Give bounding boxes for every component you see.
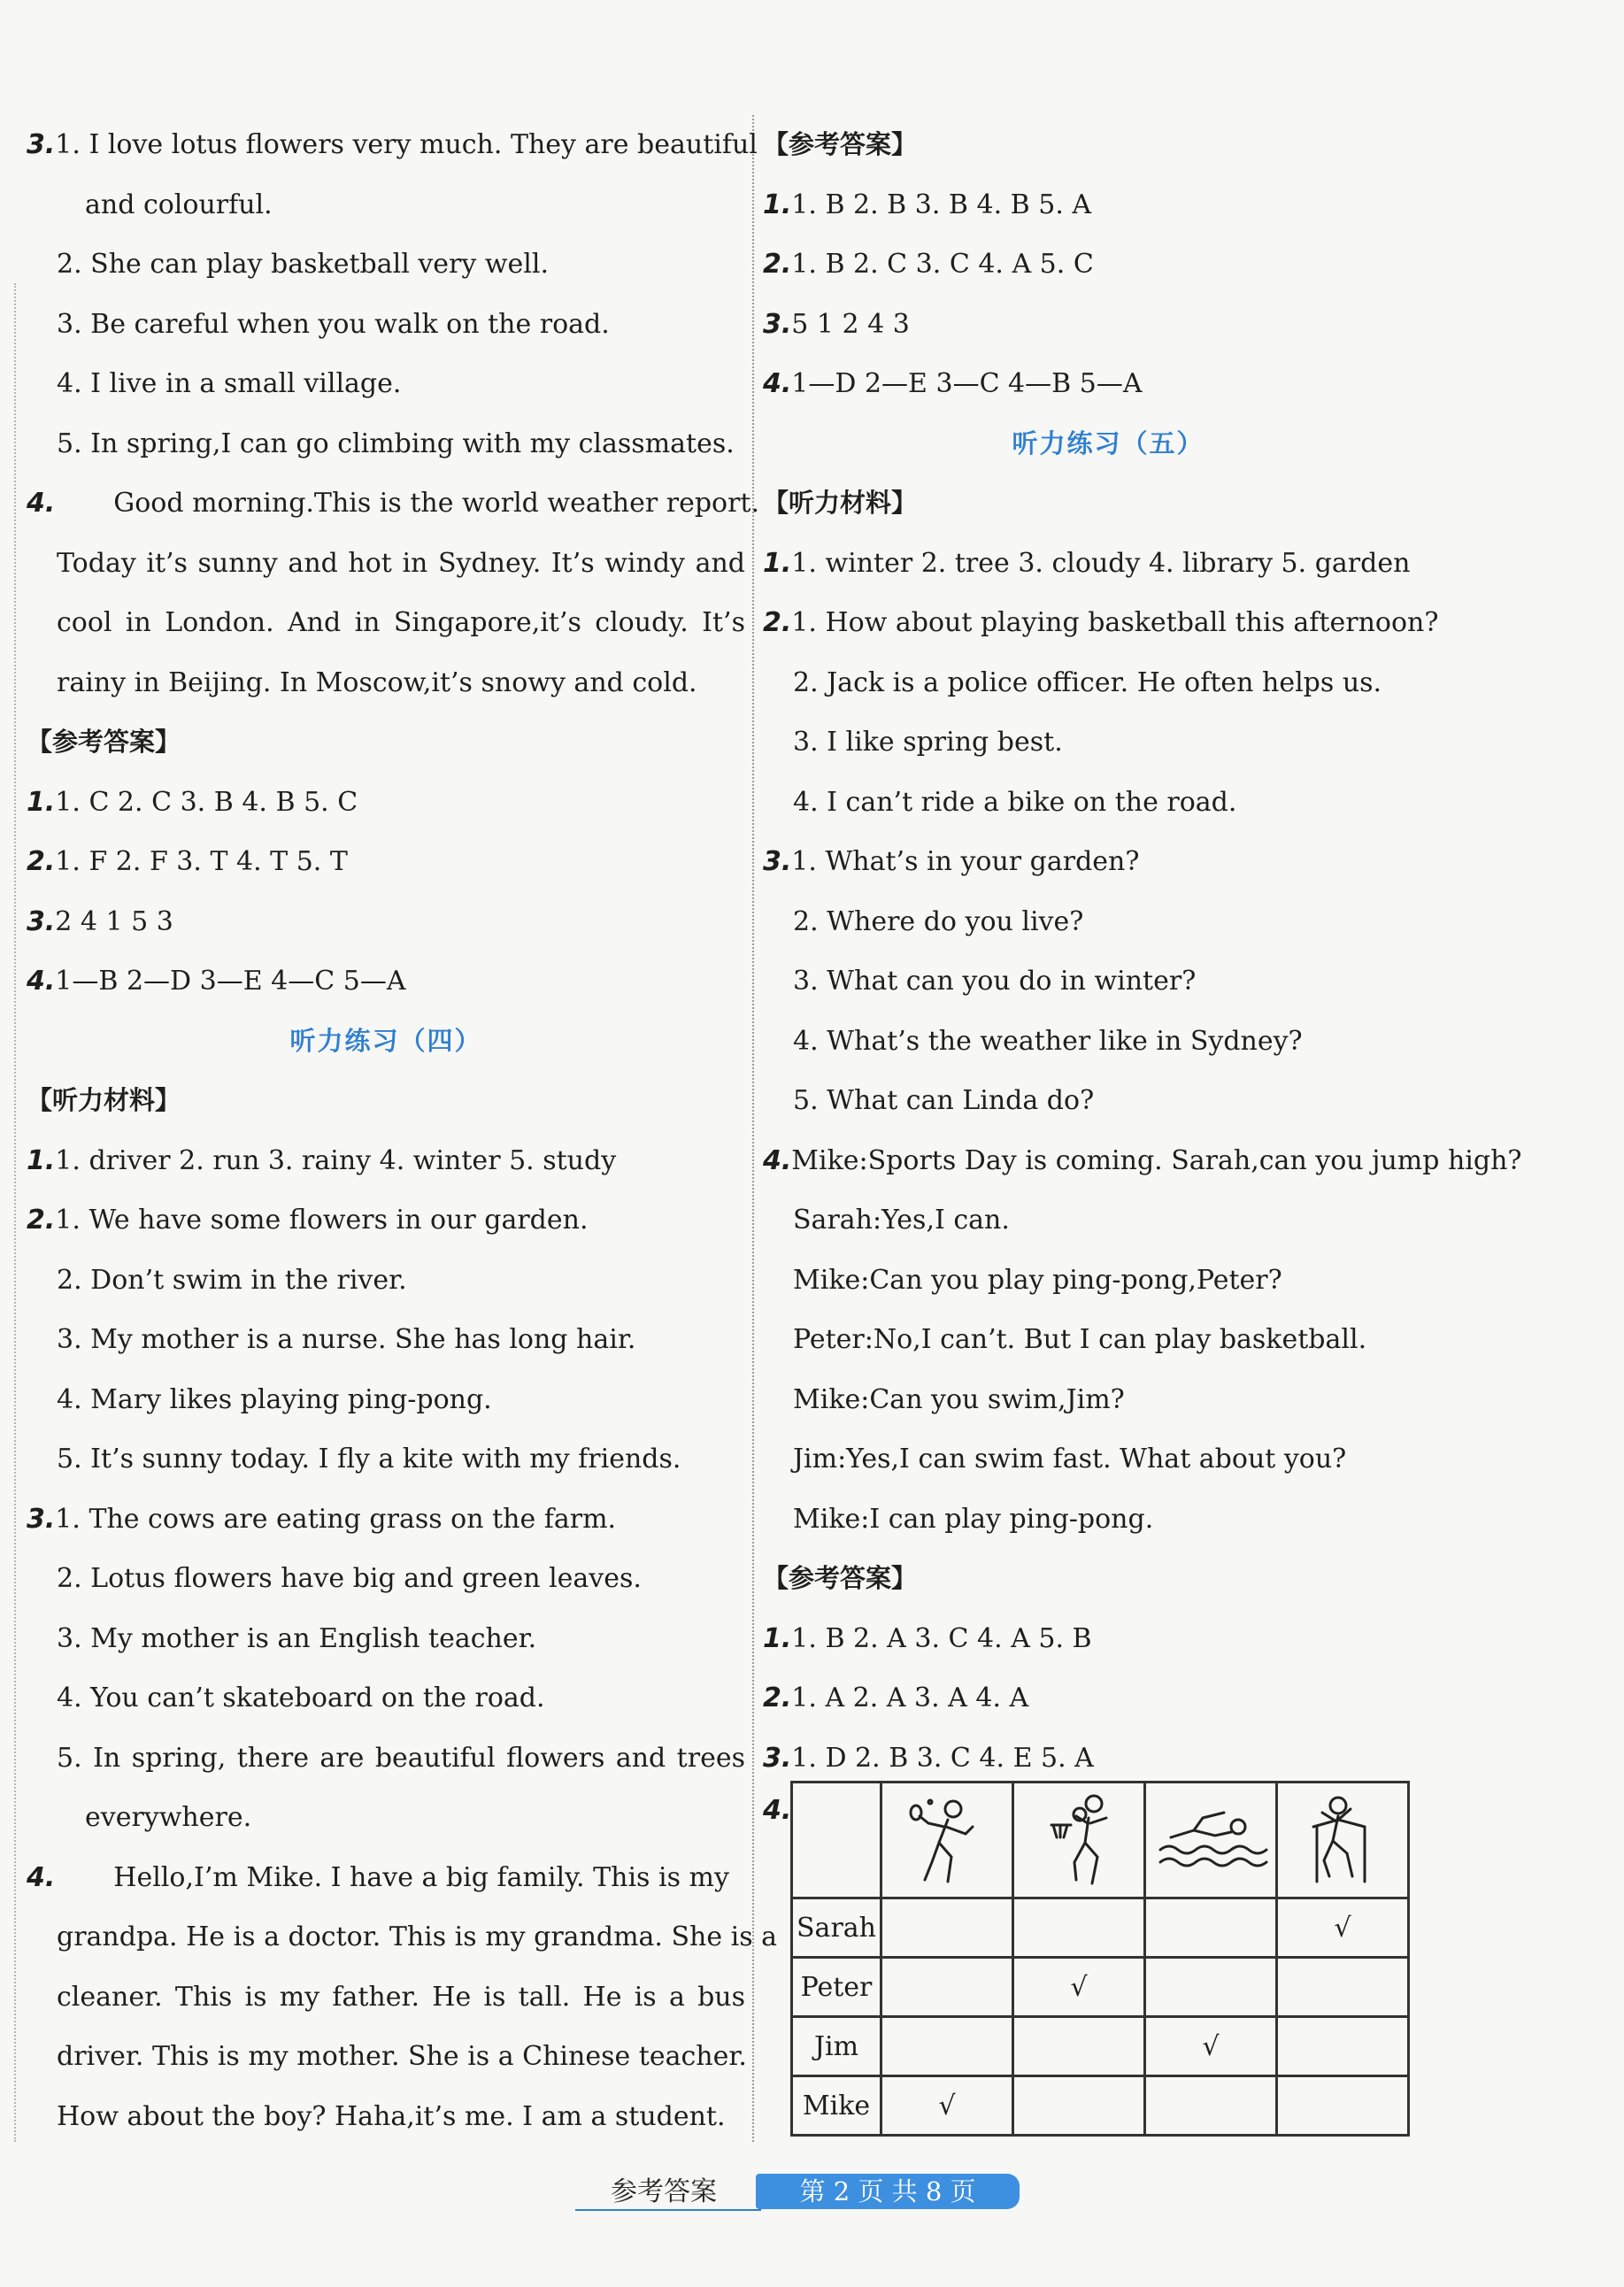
table-row xyxy=(792,1898,1409,1958)
text-line: 4. Good morning.This is the world weather report. xyxy=(27,488,760,519)
page-edge-dots xyxy=(14,283,16,2142)
footer-label: 参考答案 xyxy=(611,2176,717,2207)
text-line: cleaner. This is my father. He is tall. He is a bus xyxy=(57,1981,745,2013)
text-line: 5. In spring, there are beautiful flowers and trees xyxy=(57,1742,745,1774)
text-line: cool in London. And in Singapore,it’s cloudy. It’s xyxy=(57,607,745,638)
text-line: 2. Where do you live? xyxy=(793,905,1084,937)
answer-line: 1.1. C 2. C 3. B 4. B 5. C xyxy=(27,786,358,818)
row-name: Sarah xyxy=(792,1898,881,1958)
text-line: 2.1. How about playing basketball this afternoon? xyxy=(763,607,1439,638)
answer-line: 3.1. D 2. B 3. C 4. E 5. A xyxy=(763,1742,1094,1774)
check-cell: √ xyxy=(1277,1898,1409,1958)
row-name: Mike xyxy=(792,2076,881,2136)
table-cell xyxy=(1013,2017,1145,2076)
text-line: 2. Lotus flowers have big and green leaves. xyxy=(57,1563,642,1594)
table-cell xyxy=(1277,2076,1409,2136)
text-line: grandpa. He is a doctor. This is my grandma. She is a xyxy=(57,1921,778,1952)
page-footer xyxy=(0,2170,1624,2214)
text-line: 1.1. driver 2. run 3. rainy 4. winter 5. study xyxy=(27,1144,617,1176)
dialogue-line: Mike:I can play ping-pong. xyxy=(793,1503,1154,1535)
check-cell: √ xyxy=(881,2076,1013,2136)
text-line: 3.1. What’s in your garden? xyxy=(763,846,1140,877)
section-title: 听力练习（五） xyxy=(1012,427,1205,458)
text-line: 3.1. I love lotus flowers very much. They are beautiful xyxy=(27,129,758,160)
text-line: 4. I live in a small village. xyxy=(57,368,402,399)
table-corner xyxy=(792,1783,881,1898)
text-line: rainy in Beijing. In Moscow,it’s snowy and cold. xyxy=(57,666,697,698)
text-line: 3.1. The cows are eating grass on the farm. xyxy=(27,1503,617,1535)
dialogue-line: Mike:Can you swim,Jim? xyxy=(793,1383,1125,1415)
text-line: How about the boy? Haha,it’s me. I am a student. xyxy=(57,2100,726,2132)
high-jump-icon xyxy=(1303,1791,1382,1889)
answer-line: 2.1. B 2. C 3. C 4. A 5. C xyxy=(763,249,1094,280)
row-name: Peter xyxy=(792,1958,881,2017)
table-cell xyxy=(1145,1898,1277,1958)
answer-line: 3.2 4 1 5 3 xyxy=(27,905,173,937)
text-line: 4. I can’t ride a bike on the road. xyxy=(793,786,1237,818)
text-line: and colourful. xyxy=(85,189,273,220)
material-heading: 【听力材料】 xyxy=(27,1085,181,1115)
dialogue-line: Mike:Can you play ping-pong,Peter? xyxy=(793,1264,1282,1296)
swimming-icon xyxy=(1153,1791,1268,1889)
page-number: 第 2 页 共 8 页 xyxy=(756,2174,1020,2209)
section-title: 听力练习（四） xyxy=(289,1025,482,1056)
text-line: 2. Don’t swim in the river. xyxy=(57,1264,407,1296)
question-number: 4. xyxy=(763,1795,792,1826)
check-cell: √ xyxy=(1145,2017,1277,2076)
right-column xyxy=(763,115,1522,1788)
left-column xyxy=(27,115,778,2146)
table-header-cell xyxy=(1145,1783,1277,1898)
text-line: 2. She can play basketball very well. xyxy=(57,249,550,280)
column-divider xyxy=(752,115,754,2142)
table-cell xyxy=(881,1958,1013,2017)
answer-line: 2.1. F 2. F 3. T 4. T 5. T xyxy=(27,846,348,877)
table-row xyxy=(792,1958,1409,2017)
table-cell xyxy=(1013,1898,1145,1958)
answer-heading: 【参考答案】 xyxy=(763,1563,918,1593)
table-cell xyxy=(1277,1958,1409,2017)
table-cell xyxy=(1013,2076,1145,2136)
table-cell xyxy=(881,1898,1013,1958)
answer-line: 2.1. A 2. A 3. A 4. A xyxy=(763,1683,1029,1713)
footer-underline xyxy=(575,2209,761,2211)
table-row xyxy=(792,2076,1409,2136)
dialogue-line: 4.Mike:Sports Day is coming. Sarah,can you jump high? xyxy=(763,1144,1522,1176)
check-cell: √ xyxy=(1013,1958,1145,2017)
dialogue-line: Sarah:Yes,I can. xyxy=(793,1205,1010,1236)
answer-heading: 【参考答案】 xyxy=(27,727,181,757)
table-row xyxy=(792,2017,1409,2076)
table-header-row xyxy=(792,1783,1409,1898)
table-header-cell xyxy=(1277,1783,1409,1898)
text-line: 5. It’s sunny today. I fly a kite with my friends. xyxy=(57,1444,681,1475)
row-name: Jim xyxy=(792,2017,881,2076)
answer-heading: 【参考答案】 xyxy=(763,129,918,159)
ping-pong-icon xyxy=(907,1791,987,1889)
answer-line: 1.1. B 2. A 3. C 4. A 5. B xyxy=(763,1622,1092,1654)
text-line: everywhere. xyxy=(85,1802,252,1833)
table-cell xyxy=(881,2017,1013,2076)
text-line: 2.1. We have some flowers in our garden. xyxy=(27,1205,589,1236)
text-line: 3. My mother is an English teacher. xyxy=(57,1622,537,1654)
text-line: 3. What can you do in winter? xyxy=(793,966,1197,997)
text-line: 3. I like spring best. xyxy=(793,727,1063,758)
dialogue-line: Jim:Yes,I can swim fast. What about you? xyxy=(793,1444,1347,1475)
basketball-icon xyxy=(1039,1791,1119,1889)
text-line: 4. What’s the weather like in Sydney? xyxy=(793,1025,1303,1057)
table-cell xyxy=(1277,2017,1409,2076)
material-heading: 【听力材料】 xyxy=(763,488,918,518)
table-cell xyxy=(1145,2076,1277,2136)
text-line: 5. In spring,I can go climbing with my classmates. xyxy=(57,427,735,459)
text-line: 4. You can’t skateboard on the road. xyxy=(57,1683,545,1713)
text-line: 3. Be careful when you walk on the road. xyxy=(57,308,610,340)
text-line: 1.1. winter 2. tree 3. cloudy 4. library 5. garden xyxy=(763,547,1411,579)
answer-line: 3.5 1 2 4 3 xyxy=(763,308,910,340)
text-line: 3. My mother is a nurse. She has long hair. xyxy=(57,1324,636,1355)
table-cell xyxy=(1145,1958,1277,2017)
text-line: 5. What can Linda do? xyxy=(793,1085,1095,1116)
table-header-cell xyxy=(881,1783,1013,1898)
text-line: 4. Hello,I’m Mike. I have a big family. This is my xyxy=(27,1861,729,1893)
text-line: 2. Jack is a police officer. He often helps us. xyxy=(793,666,1382,698)
text-line: 4. Mary likes playing ping-pong. xyxy=(57,1383,492,1415)
dialogue-line: Peter:No,I can’t. But I can play basketball. xyxy=(793,1324,1367,1355)
table-header-cell xyxy=(1013,1783,1145,1898)
answer-line: 1.1. B 2. B 3. B 4. B 5. A xyxy=(763,189,1092,220)
text-line: Today it’s sunny and hot in Sydney. It’s windy and xyxy=(57,547,745,579)
answer-line: 4.1—B 2—D 3—E 4—C 5—A xyxy=(27,966,406,997)
answer-line: 4.1—D 2—E 3—C 4—B 5—A xyxy=(763,368,1143,399)
text-line: driver. This is my mother. She is a Chinese teacher. xyxy=(57,2041,747,2072)
answer-table xyxy=(790,1781,1410,2137)
